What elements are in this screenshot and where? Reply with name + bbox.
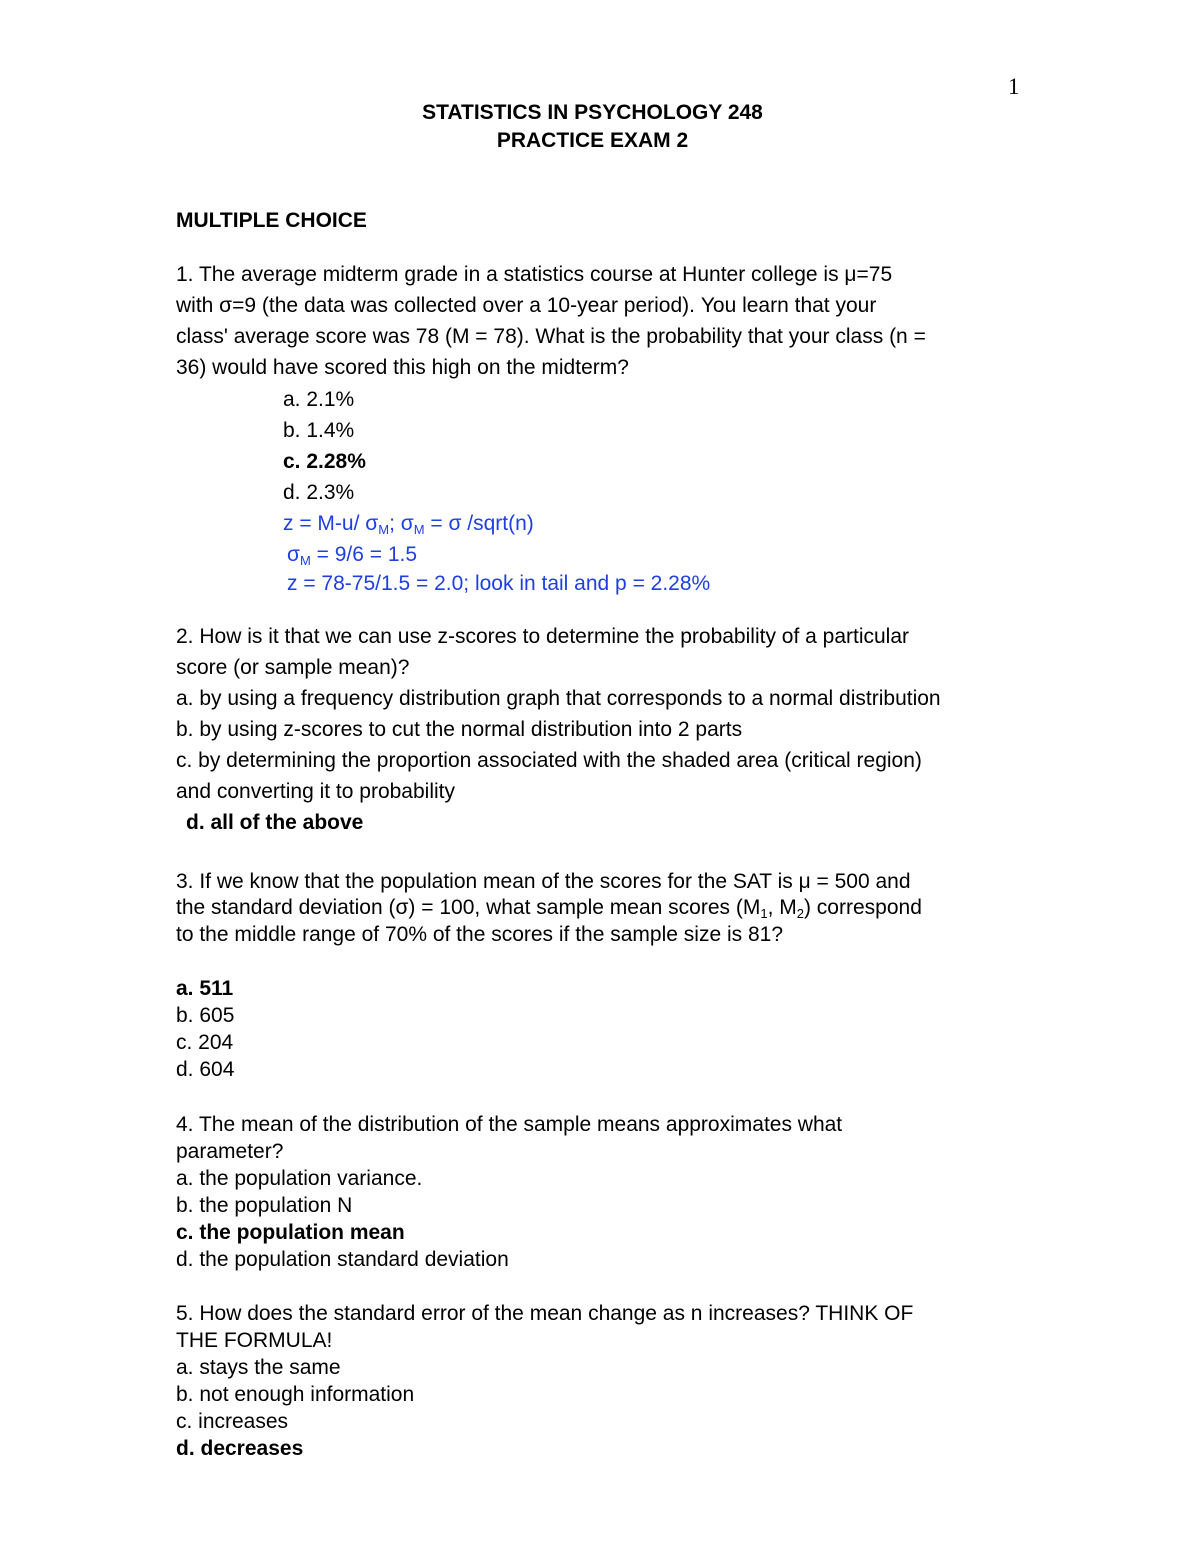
subscript: M [299, 553, 311, 568]
answer-option: and converting it to probability [176, 780, 455, 803]
question-text-part: , M [767, 896, 797, 919]
question-text [176, 897, 922, 920]
question-text: score (or sample mean)? [176, 656, 410, 679]
correct-answer: c. 2.28% [283, 450, 366, 473]
formula-text: = σ /sqrt(n) [424, 512, 534, 535]
subscript: M [378, 522, 390, 537]
page-number: 1 [1008, 74, 1020, 99]
answer-option: a. 2.1% [283, 388, 355, 411]
formula-text: = 9/6 = 1.5 [310, 543, 418, 566]
answer-option: d. 604 [176, 1058, 235, 1081]
question-text: 36) would have scored this high on the midterm? [176, 356, 629, 379]
answer-option: d. 2.3% [283, 481, 355, 504]
answer-option: b. the population N [176, 1194, 353, 1217]
correct-answer: d. all of the above [186, 811, 364, 834]
formula-text: σ [287, 543, 300, 566]
answer-option: b. by using z-scores to cut the normal distribution into 2 parts [176, 718, 743, 741]
worked-solution-line [283, 513, 534, 536]
question-text: to the middle range of 70% of the scores if the sample size is 81? [176, 923, 784, 946]
question-text: 3. If we know that the population mean of the scores for the SAT is μ = 500 and [176, 870, 911, 893]
question-text: class' average score was 78 (M = 78). What is the probability that your class (n = [176, 325, 926, 348]
answer-option: a. by using a frequency distribution graph that corresponds to a normal distribution [176, 687, 941, 710]
answer-option: a. stays the same [176, 1356, 341, 1379]
question-text-part: ) correspond [803, 896, 922, 919]
question-text: parameter? [176, 1140, 284, 1163]
question-text: 5. How does the standard error of the mean change as n increases? THINK OF [176, 1302, 914, 1325]
correct-answer: d. decreases [176, 1437, 304, 1460]
answer-option: d. the population standard deviation [176, 1248, 509, 1271]
answer-option: a. the population variance. [176, 1167, 423, 1190]
correct-answer: a. 511 [176, 977, 234, 1000]
question-text: 4. The mean of the distribution of the sample means approximates what [176, 1113, 843, 1136]
question-text: with σ=9 (the data was collected over a 10-year period). You learn that your [176, 294, 877, 317]
formula-text: ; σ [389, 512, 414, 535]
question-text: 1. The average midterm grade in a statistics course at Hunter college is μ=75 [176, 263, 893, 286]
answer-option: b. 605 [176, 1004, 235, 1027]
question-text: THE FORMULA! [176, 1329, 333, 1352]
subscript: 1 [760, 906, 768, 921]
section-heading: MULTIPLE CHOICE [176, 209, 367, 232]
answer-option: b. 1.4% [283, 419, 355, 442]
subscript: 2 [796, 906, 804, 921]
formula-text: z = M-u/ σ [283, 512, 379, 535]
answer-option: b. not enough information [176, 1383, 415, 1406]
answer-option: c. by determining the proportion associated with the shaded area (critical region) [176, 749, 922, 772]
answer-option: c. 204 [176, 1031, 234, 1054]
worked-solution-line [287, 544, 417, 567]
worked-solution-line: z = 78-75/1.5 = 2.0; look in tail and p = 2.28% [287, 572, 711, 595]
subscript: M [413, 522, 425, 537]
page-title: STATISTICS IN PSYCHOLOGY 248 [422, 101, 763, 124]
correct-answer: c. the population mean [176, 1221, 405, 1244]
question-text: 2. How is it that we can use z-scores to determine the probability of a particular [176, 625, 910, 648]
answer-option: c. increases [176, 1410, 289, 1433]
page-subtitle: PRACTICE EXAM 2 [496, 129, 689, 152]
question-text-part: the standard deviation (σ) = 100, what sample mean scores (M [176, 896, 761, 919]
